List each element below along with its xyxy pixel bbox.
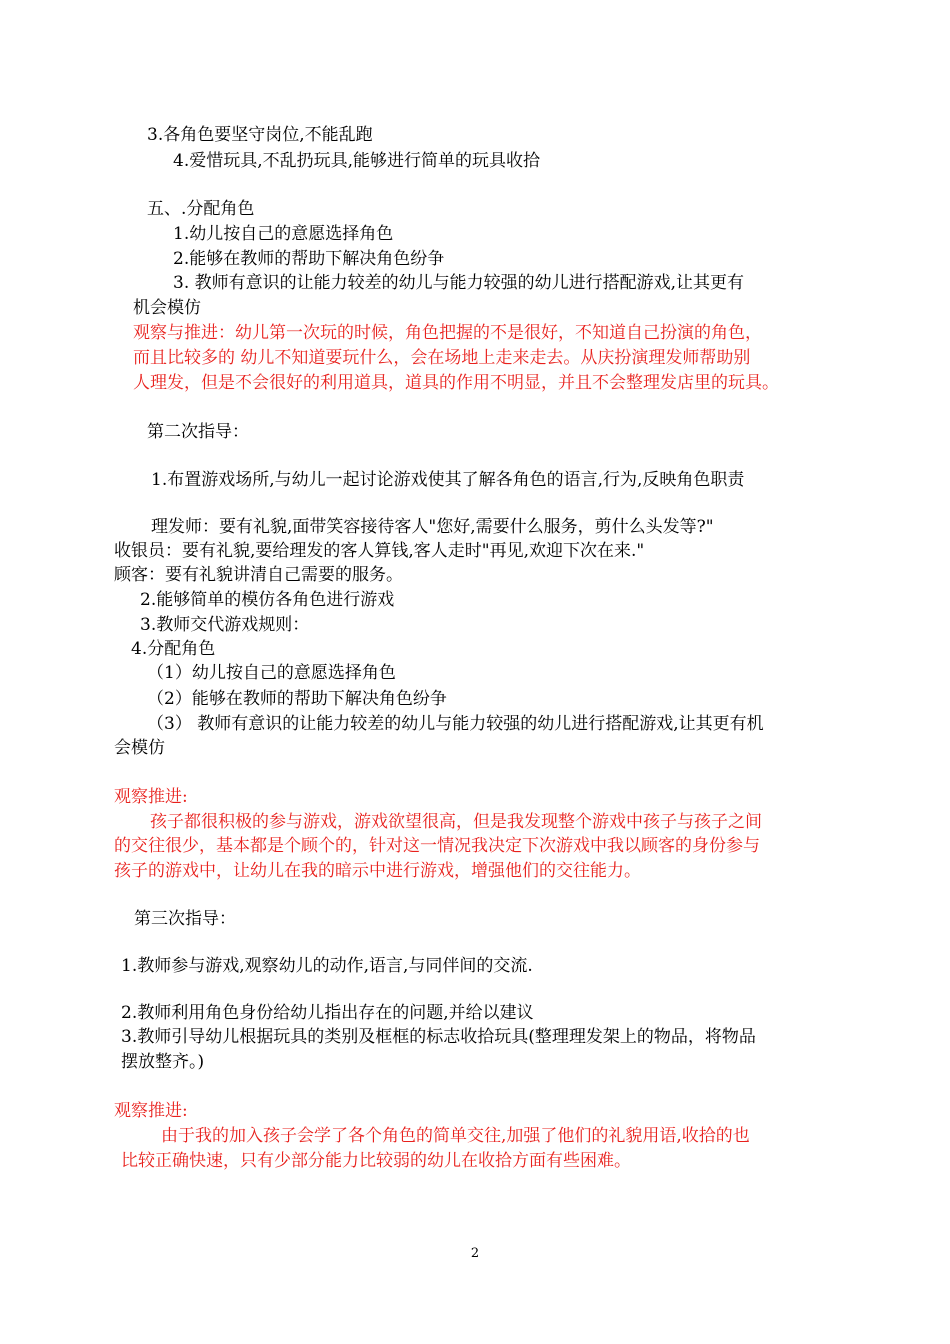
section-heading: 第三次指导： [134, 909, 236, 929]
text-line: 4.分配角色 [131, 639, 216, 659]
text-line: （3） 教师有意识的让能力较差的幼儿与能力较强的幼儿进行搭配游戏,让其更有机 [147, 714, 764, 734]
text-line: 1.教师参与游戏,观察幼儿的动作,语言,与同伴间的交流. [121, 956, 533, 976]
text-line: 会模仿 [114, 738, 165, 758]
text-line: 2.能够在教师的帮助下解决角色纷争 [173, 249, 445, 269]
text-line: 2.能够简单的模仿各角色进行游戏 [140, 590, 395, 610]
section-heading: 第二次指导： [147, 422, 249, 442]
text-line: 收银员：要有礼貌,要给理发的客人算钱,客人走时"再见,欢迎下次在来." [114, 541, 645, 561]
text-line: 3. 教师有意识的让能力较差的幼儿与能力较强的幼儿进行搭配游戏,让其更有 [173, 273, 745, 293]
text-line: 2.教师利用角色身份给幼儿指出存在的问题,并给以建议 [121, 1003, 534, 1023]
observation-line: 孩子都很积极的参与游戏，游戏欲望很高，但是我发现整个游戏中孩子与孩子之间 [150, 812, 762, 832]
text-line: （1）幼儿按自己的意愿选择角色 [147, 663, 396, 683]
text-line: 3.教师引导幼儿根据玩具的类别及框框的标志收拾玩具(整理理发架上的物品，将物品 [121, 1027, 756, 1047]
text-line: 1.布置游戏场所,与幼儿一起讨论游戏使其了解各角色的语言,行为,反映角色职责 [151, 470, 745, 490]
observation-line: 而且比较多的 幼儿不知道要玩什么，会在场地上走来走去。从庆扮演理发师帮助别 [133, 348, 751, 368]
observation-line: 的交往很少，基本都是个顾个的，针对这一情况我决定下次游戏中我以顾客的身份参与 [114, 836, 760, 856]
observation-line: 孩子的游戏中，让幼儿在我的暗示中进行游戏，增强他们的交往能力。 [114, 861, 641, 881]
observation-line: 人理发，但是不会很好的利用道具，道具的作用不明显，并且不会整理发店里的玩具。 [133, 373, 779, 393]
observation-heading: 观察推进: [114, 787, 188, 807]
observation-heading: 观察推进: [114, 1101, 188, 1121]
text-line: 4.爱惜玩具,不乱扔玩具,能够进行简单的玩具收拾 [173, 151, 541, 171]
text-line: 机会模仿 [133, 298, 201, 318]
observation-line: 观察与推进：幼儿第一次玩的时候，角色把握的不是很好，不知道自己扮演的角色， [133, 323, 762, 343]
section-heading: 五、.分配角色 [147, 199, 255, 219]
observation-line: 比较正确快速，只有少部分能力比较弱的幼儿在收拾方面有些困难。 [121, 1151, 631, 1171]
text-line: 1.幼儿按自己的意愿选择角色 [173, 224, 394, 244]
text-line: 3.教师交代游戏规则： [140, 615, 310, 635]
observation-line: 由于我的加入孩子会学了各个角色的简单交往,加强了他们的礼貌用语,收拾的也 [161, 1126, 750, 1146]
text-line: 3.各角色要坚守岗位,不能乱跑 [147, 125, 373, 145]
text-line: （2）能够在教师的帮助下解决角色纷争 [147, 689, 447, 709]
text-line: 顾客：要有礼貌讲清自己需要的服务。 [114, 565, 403, 585]
page-number: 2 [470, 1246, 480, 1261]
text-line: 摆放整齐。) [121, 1052, 205, 1072]
text-line: 理发师：要有礼貌,面带笑容接待客人"您好,需要什么服务，剪什么头发等?" [151, 517, 714, 537]
